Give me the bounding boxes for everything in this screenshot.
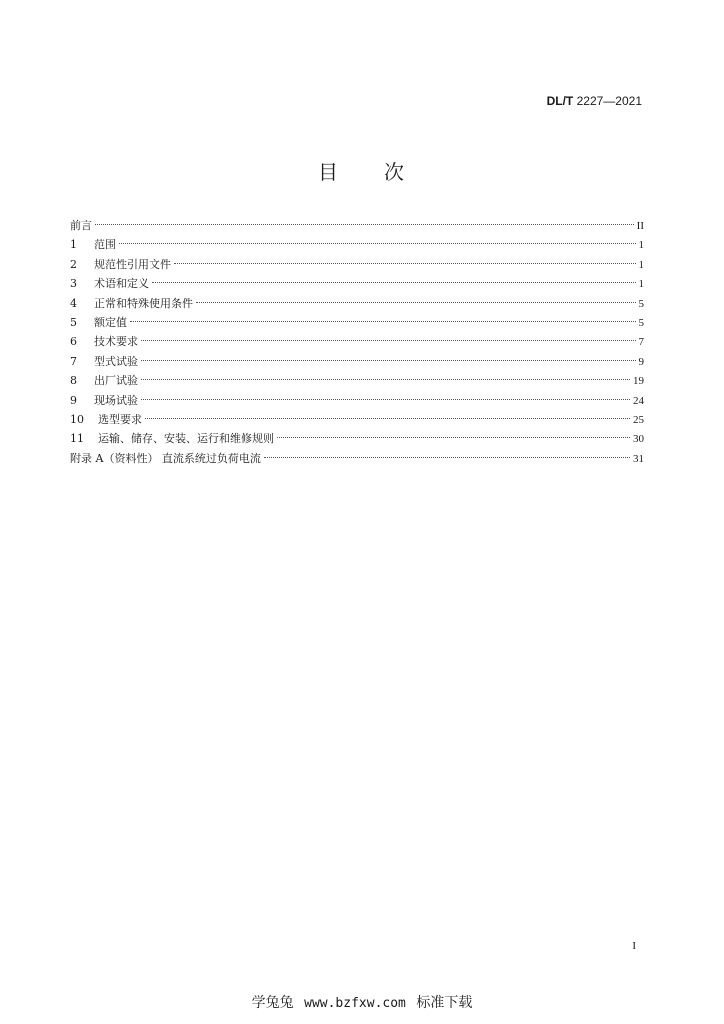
- toc-entry[interactable]: [70, 332, 644, 351]
- toc-entry-label: 范围: [94, 238, 116, 252]
- toc-entry-page: 24: [633, 394, 644, 407]
- toc-leader-dots: [174, 263, 636, 264]
- toc-entry-number: 7: [70, 354, 77, 368]
- toc-entry-label: 技术要求: [94, 335, 138, 349]
- toc-entry-number: 10: [70, 412, 84, 426]
- toc-entry-page: 5: [638, 297, 644, 310]
- toc-leader-dots: [196, 302, 636, 303]
- toc-leader-dots: [145, 418, 630, 419]
- standard-code: [547, 94, 642, 108]
- toc-entry-page: 19: [633, 375, 644, 388]
- toc-entry-page: II: [636, 220, 644, 232]
- toc-entry[interactable]: [70, 294, 644, 313]
- toc-entry-label: 额定值: [94, 315, 127, 329]
- toc-entry-page: 5: [638, 316, 644, 329]
- toc-entry[interactable]: [70, 391, 644, 410]
- toc-entry-page: 1: [638, 239, 644, 252]
- toc-entry[interactable]: [70, 449, 644, 468]
- toc-entry[interactable]: [70, 313, 644, 332]
- toc-entry-number: 6: [70, 335, 77, 349]
- toc-entry-label: 规范性引用文件: [94, 257, 171, 271]
- toc-entry-number: 5: [70, 315, 77, 329]
- watermark-prefix: 学兔兔: [251, 995, 294, 1011]
- page-title-char-2: 次: [384, 160, 406, 184]
- watermark-url[interactable]: www.bzfxw.com: [304, 996, 406, 1011]
- toc-entry-label: 选型要求: [98, 412, 142, 426]
- toc-leader-dots: [119, 243, 636, 244]
- toc-leader-dots: [264, 457, 630, 458]
- toc-entry[interactable]: [70, 235, 644, 254]
- standard-code-number: 2227—2021: [576, 94, 642, 108]
- toc-entry-number: 11: [70, 432, 84, 446]
- toc-leader-dots: [141, 360, 636, 361]
- toc-entry-label: 正常和特殊使用条件: [94, 296, 193, 310]
- toc-entry-number: 1: [70, 238, 77, 252]
- toc-leader-dots: [277, 437, 630, 438]
- toc-entry-number: 4: [70, 296, 77, 310]
- toc-entry[interactable]: [70, 410, 644, 429]
- page-number: I: [632, 940, 636, 952]
- toc-entry-page: 7: [638, 336, 644, 349]
- toc-leader-dots: [152, 282, 636, 283]
- toc-entry[interactable]: [70, 429, 644, 448]
- toc-leader-dots: [130, 321, 636, 322]
- toc-entry-page: 1: [638, 258, 644, 271]
- toc-leader-dots: [141, 379, 630, 380]
- toc-entry[interactable]: [70, 216, 644, 235]
- toc-entry[interactable]: [70, 274, 644, 293]
- toc-entry-number: 2: [70, 257, 77, 271]
- toc-entry-page: 31: [633, 452, 644, 465]
- toc-entry-label: 术语和定义: [94, 277, 149, 291]
- toc-leader-dots: [95, 224, 634, 225]
- toc-entry-page: 30: [633, 433, 644, 446]
- toc-entry[interactable]: [70, 371, 644, 390]
- toc-leader-dots: [141, 399, 630, 400]
- toc-entry[interactable]: [70, 352, 644, 371]
- toc-entry[interactable]: [70, 255, 644, 274]
- toc-entry-label: 出厂试验: [94, 374, 138, 388]
- page-title-char-1: 目: [318, 160, 340, 184]
- toc-entry-page: 9: [638, 355, 644, 368]
- toc-entry-label: 运输、储存、安装、运行和维修规则: [98, 432, 274, 446]
- watermark: [0, 992, 724, 1012]
- table-of-contents: [70, 216, 644, 468]
- toc-leader-dots: [141, 340, 636, 341]
- toc-entry-label: 现场试验: [94, 393, 138, 407]
- toc-entry-number: 9: [70, 393, 77, 407]
- standard-code-prefix: DL/T: [546, 94, 574, 108]
- toc-entry-label: 型式试验: [94, 354, 138, 368]
- toc-entry-label: 附录 A（资料性） 直流系统过负荷电流: [70, 451, 261, 465]
- watermark-suffix: 标准下载: [416, 995, 473, 1011]
- toc-entry-page: 25: [633, 413, 644, 426]
- toc-entry-label: 前言: [70, 219, 92, 232]
- toc-entry-page: 1: [638, 278, 644, 291]
- toc-entry-number: 3: [70, 277, 77, 291]
- page-title: [0, 156, 724, 185]
- toc-entry-number: 8: [70, 374, 77, 388]
